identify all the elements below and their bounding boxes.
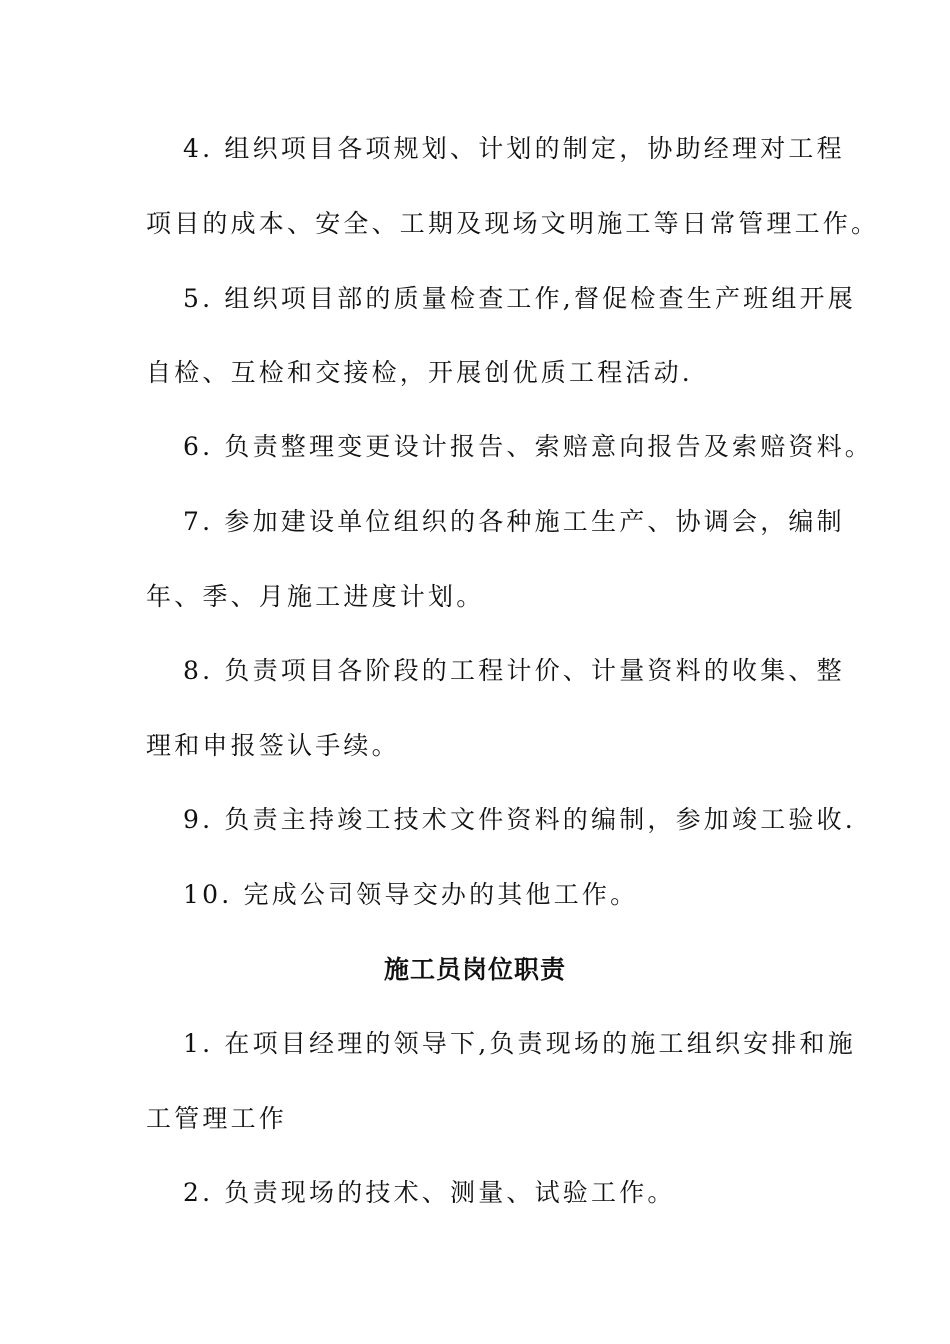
paragraph-4-line-1: 4. 组织项目各项规划、计划的制定，协助经理对工程 bbox=[183, 134, 845, 163]
section-title: 施工员岗位职责 bbox=[383, 955, 566, 984]
paragraph-8-line-2: 理和申报签认手续。 bbox=[146, 731, 400, 760]
paragraph-7-line-2: 年、季、月施工进度计划。 bbox=[146, 582, 485, 611]
paragraph-9-line-1: 9. 负责主持竣工技术文件资料的编制，参加竣工验收. bbox=[183, 805, 856, 834]
paragraph-4-line-2: 项目的成本、安全、工期及现场文明施工等日常管理工作。 bbox=[146, 209, 880, 238]
paragraph-10-line-1: 10. 完成公司领导交办的其他工作。 bbox=[183, 880, 639, 909]
paragraph-5-line-1: 5. 组织项目部的质量检查工作,督促检查生产班组开展 bbox=[183, 284, 856, 313]
paragraph-after-2-line-1: 2. 负责现场的技术、测量、试验工作。 bbox=[183, 1178, 676, 1207]
paragraph-6-line-1: 6. 负责整理变更设计报告、索赔意向报告及索赔资料。 bbox=[183, 432, 874, 461]
paragraph-8-line-1: 8. 负责项目各阶段的工程计价、计量资料的收集、整 bbox=[183, 656, 845, 685]
paragraph-after-1-line-1: 1. 在项目经理的领导下,负责现场的施工组织安排和施 bbox=[183, 1029, 856, 1058]
paragraph-after-1-line-2: 工管理工作 bbox=[146, 1104, 288, 1133]
paragraph-7-line-1: 7. 参加建设单位组织的各种施工生产、协调会，编制 bbox=[183, 507, 845, 536]
paragraph-5-line-2: 自检、互检和交接检，开展创优质工程活动. bbox=[146, 358, 693, 387]
